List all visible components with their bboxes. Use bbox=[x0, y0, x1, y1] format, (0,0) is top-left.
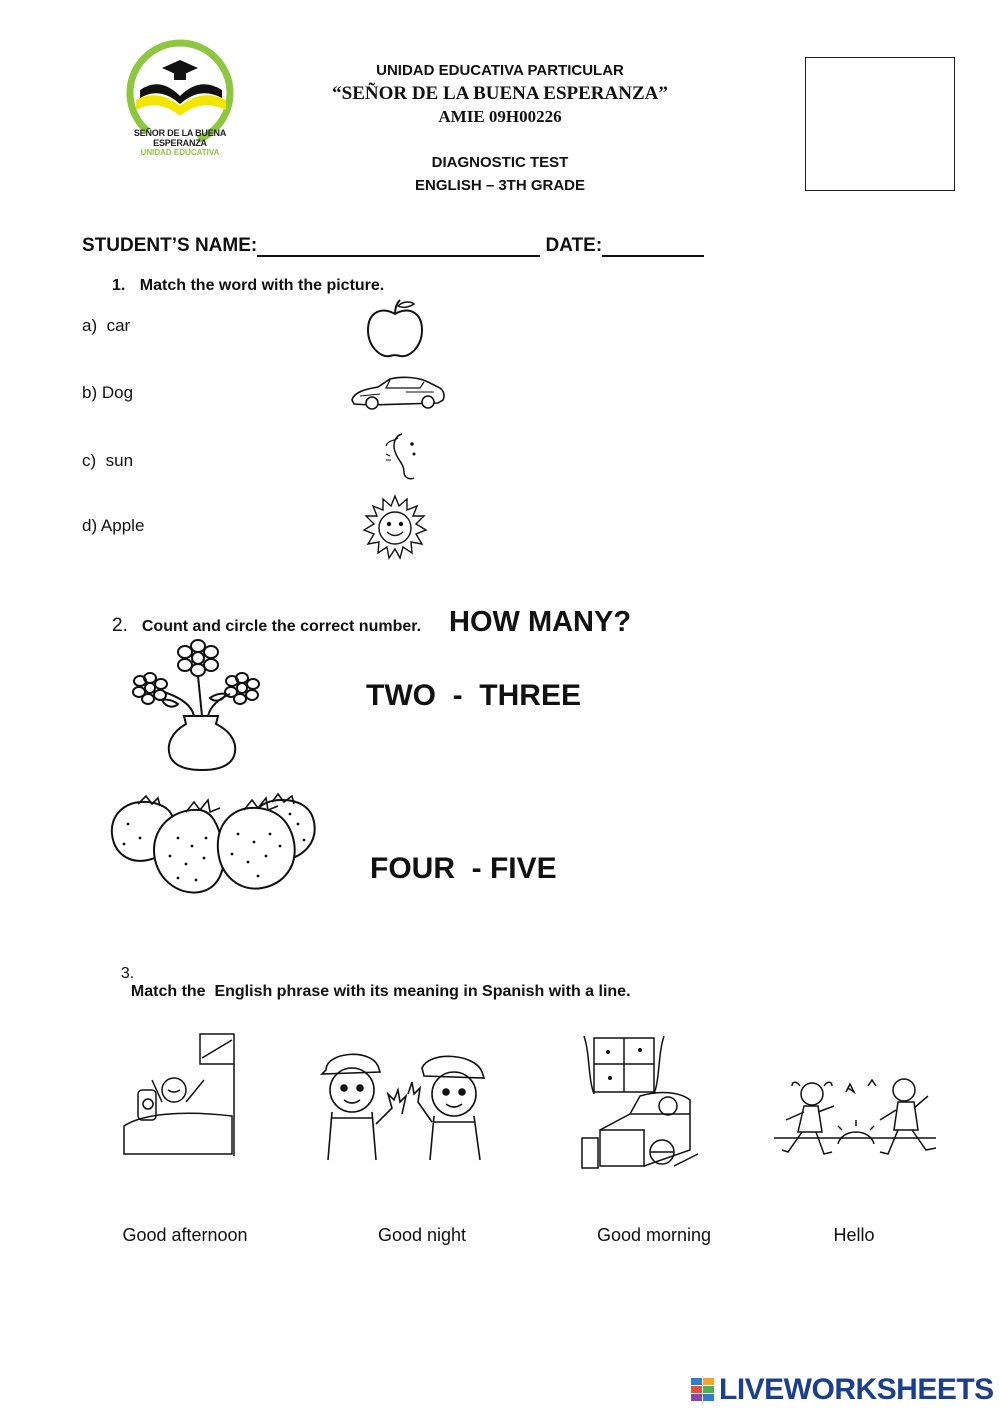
school-amie: AMIE 09H00226 bbox=[438, 107, 562, 126]
date-field[interactable] bbox=[602, 235, 704, 257]
flower-vase-icon bbox=[122, 638, 274, 776]
logo-caption bbox=[110, 128, 250, 157]
flower-right bbox=[225, 673, 259, 704]
school-name: “SEÑOR DE LA BUENA ESPERANZA” bbox=[332, 83, 668, 104]
dog-icon[interactable] bbox=[382, 430, 422, 484]
apple-icon[interactable] bbox=[362, 298, 428, 362]
q2-header bbox=[112, 606, 631, 639]
phrase-good-morning[interactable]: Good morning bbox=[596, 1225, 712, 1245]
phrase-hello[interactable]: Hello bbox=[833, 1225, 875, 1245]
boy-waking-bed-icon[interactable] bbox=[122, 1030, 238, 1158]
flower-top bbox=[178, 640, 218, 676]
logo-text-unit: UNIDAD EDUCATIVA bbox=[140, 148, 220, 157]
student-name-label: STUDENT’S NAME: bbox=[82, 235, 258, 256]
photo-box bbox=[805, 57, 955, 191]
q2-option-2[interactable]: FOUR - FIVE bbox=[370, 852, 557, 885]
student-name-field[interactable] bbox=[257, 235, 540, 257]
liveworksheets-logo bbox=[690, 1372, 994, 1408]
q2-option-1[interactable]: TWO - THREE bbox=[366, 679, 581, 712]
q1-item-word: sun bbox=[105, 451, 134, 470]
q2-heading: HOW MANY? bbox=[449, 606, 632, 638]
q1-item-d bbox=[82, 516, 144, 536]
q1-item-word: Dog bbox=[101, 383, 134, 402]
child-sleeping-icon[interactable] bbox=[580, 1034, 700, 1172]
q1-item-letter: c) bbox=[82, 451, 97, 470]
date-label: DATE: bbox=[545, 235, 603, 256]
q3-number: 3. bbox=[120, 965, 135, 982]
sun-icon[interactable] bbox=[362, 494, 428, 562]
q1-item-a bbox=[82, 316, 130, 336]
q1-item-word: Apple bbox=[100, 516, 145, 535]
school-type: UNIDAD EDUCATIVA PARTICULAR bbox=[376, 62, 624, 79]
q2-title: Count and circle the correct number. bbox=[141, 618, 422, 635]
q1-number: 1. bbox=[112, 277, 126, 294]
strawberries-icon bbox=[108, 794, 322, 898]
q1-title: Match the word with the picture. bbox=[139, 277, 385, 294]
q2-number: 2. bbox=[112, 615, 128, 636]
boys-waving-icon[interactable] bbox=[314, 1042, 498, 1162]
q1-item-c bbox=[82, 451, 133, 471]
logo-text-name: SEÑOR DE LA BUENA ESPERANZA bbox=[133, 128, 227, 148]
phrase-good-night[interactable]: Good night bbox=[377, 1225, 467, 1245]
q1-item-letter: a) bbox=[82, 316, 98, 335]
q3-title: Match the English phrase with its meaning in Spanish with a line. bbox=[130, 983, 631, 1000]
q1-item-b bbox=[82, 383, 133, 403]
q1-header bbox=[112, 277, 384, 295]
q3-header bbox=[112, 947, 631, 1001]
q1-item-letter: b) bbox=[82, 383, 98, 402]
test-subject: ENGLISH – 3TH GRADE bbox=[414, 177, 586, 194]
q1-item-word: car bbox=[106, 316, 131, 335]
student-line bbox=[82, 235, 704, 257]
liveworksheets-blocks-icon bbox=[690, 1376, 716, 1404]
liveworksheets-wordmark: LIVEWORKSHEETS bbox=[719, 1373, 994, 1406]
kids-running-sun-icon[interactable] bbox=[772, 1072, 944, 1164]
car-icon[interactable] bbox=[350, 372, 446, 412]
q1-item-letter: d) bbox=[82, 516, 98, 535]
phrase-good-afternoon[interactable]: Good afternoon bbox=[122, 1225, 248, 1245]
test-title: DIAGNOSTIC TEST bbox=[431, 154, 569, 171]
